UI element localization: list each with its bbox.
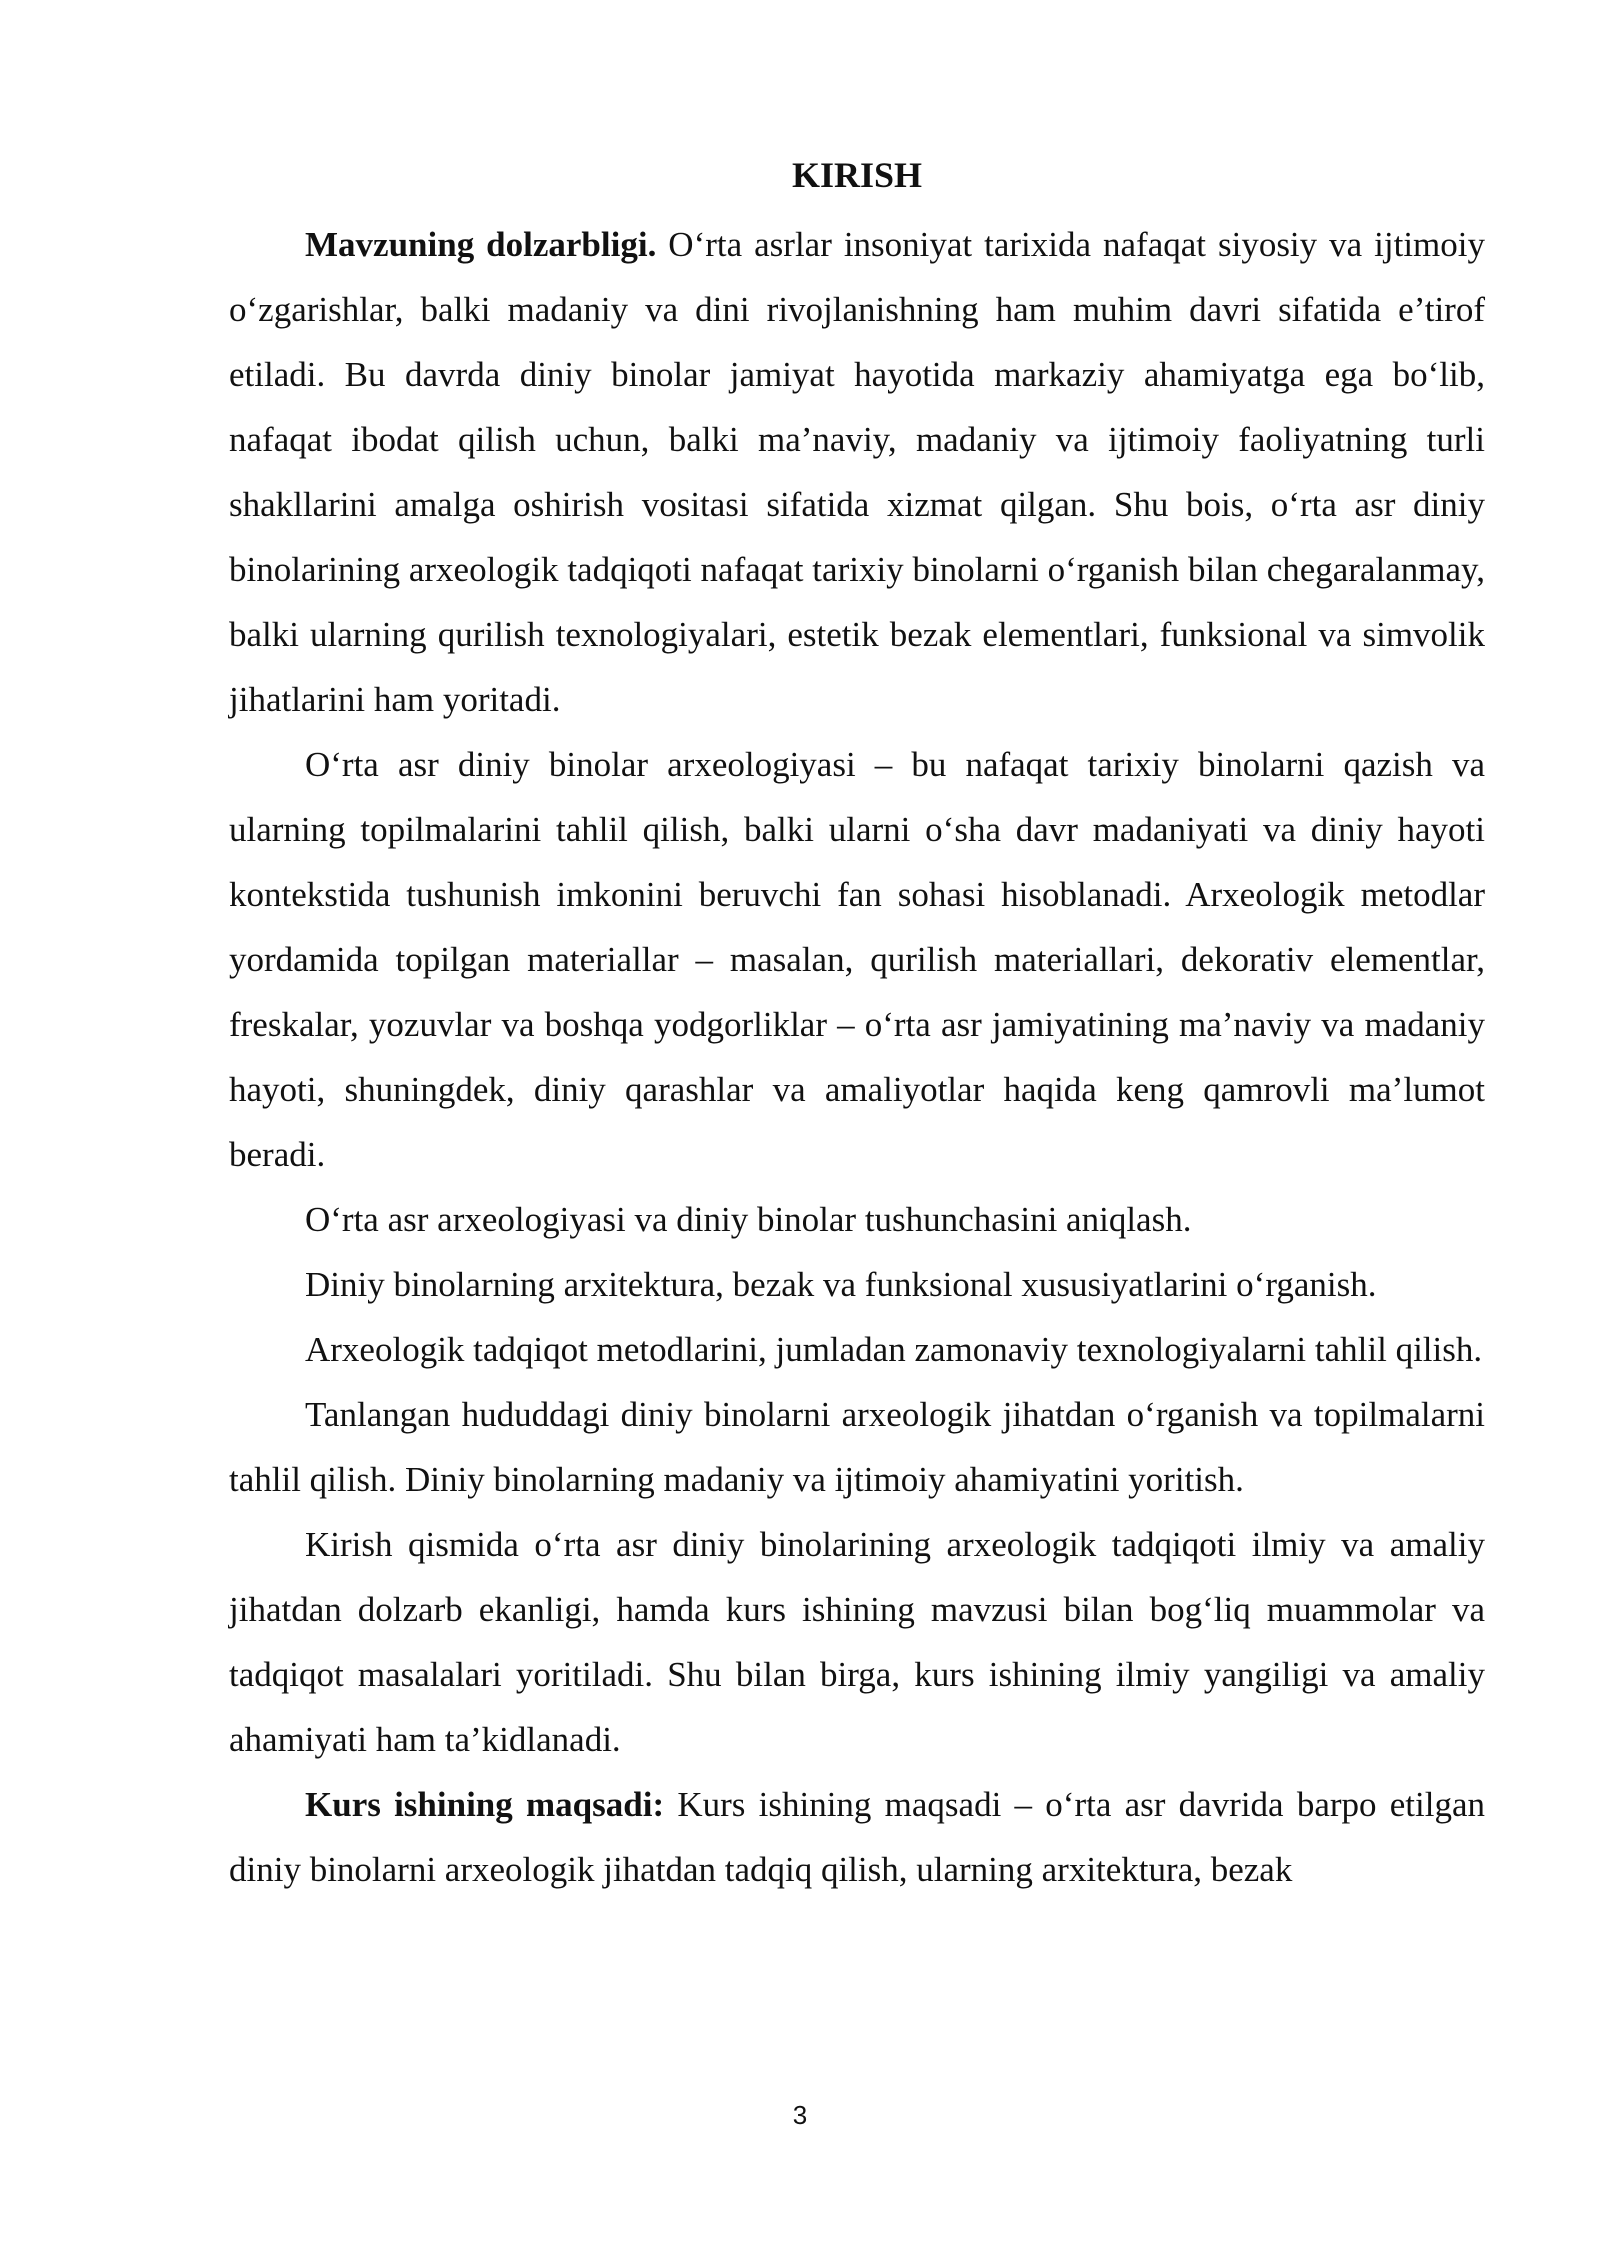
paragraph-text: O‘rta asrlar insoniyat tarixida nafaqat siyosiy va ijtimoiy o‘zgarishlar, balki madaniy va dini rivojlanishning ham muhim davri sifatida e’tirof etiladi. Bu davrda diniy binolar jamiyat hayotida markaziy ahamiyatga ega bo‘lib, nafaqat ibodat qilish uchun, balki ma’naviy, madaniy va ijtimoiy faoliyatning turli shakllarini amalga oshirish vositasi sifatida xizmat qilgan. Shu bois, o‘rta asr diniy binolarining arxeologik tadqiqoti nafaqat tarixiy binolarni o‘rganish bilan chegaralanmay, balki ularning qurilish texnologiyalari, estetik bezak elementlari, funksional va simvolik jihatlarini ham yoritadi. [229,225,1485,719]
paragraph-text: O‘rta asr diniy binolar arxeologiyasi – bu nafaqat tarixiy binolarni qazish va ularning topilmalarini tahlil qilish, balki ularni o‘sha davr madaniyati va diniy hayoti kontekstida tushunish imkonini beruvchi fan sohasi hisoblanadi. Arxeologik metodlar yordamida topilgan materiallar – masalan, qurilish materiallari, dekorativ elementlar, freskalar, yozuvlar va boshqa yodgorliklar – o‘rta asr jamiyatining ma’naviy va madaniy hayoti, shuningdek, diniy qarashlar va amaliyotlar haqida keng qamrovli ma’lumot beradi. [229,745,1485,1174]
page-number: 3 [792,2100,808,2130]
paragraph-task-2 [229,1252,1485,1317]
paragraph-text: Arxeologik tadqiqot metodlarini, jumladan zamonaviy texnologiyalarni tahlil qilish. [305,1330,1483,1369]
paragraph-intro-summary [229,1512,1485,1772]
paragraph-text: Diniy binolarning arxitektura, bezak va funksional xususiyatlarini o‘rganish. [305,1265,1377,1304]
paragraph-text: O‘rta asr arxeologiyasi va diniy binolar tushunchasini aniqlash. [305,1200,1192,1239]
paragraph-goal [229,1772,1485,1902]
paragraph-relevance [229,212,1485,732]
paragraph-text: Kurs ishining maqsadi – o‘rta asr davrida barpo etilgan diniy binolarni arxeologik jihatdan tadqiq qilish, ularning arxitektura, bezak [229,1785,1486,1889]
paragraph-lead-relevance: Mavzuning dolzarbligi. [305,225,657,264]
paragraph-lead-goal: Kurs ishining maqsadi: [305,1785,665,1824]
paragraph-archaeology [229,732,1485,1187]
paragraph-task-3 [229,1317,1485,1382]
section-title: KIRISH [791,155,923,195]
paragraph-text: Tanlangan hududdagi diniy binolarni arxeologik jihatdan o‘rganish va topilmalarni tahlil qilish. Diniy binolarning madaniy va ijtimoiy ahamiyatini yoritish. [229,1395,1485,1499]
paragraph-text: Kirish qismida o‘rta asr diniy binolarining arxeologik tadqiqoti ilmiy va amaliy jihatdan dolzarb ekanligi, hamda kurs ishining mavzusi bilan bog‘liq muammolar va tadqiqot masalalari yoritiladi. Shu bilan birga, kurs ishining ilmiy yangiligi va amaliy ahamiyati ham ta’kidlanadi. [229,1525,1485,1759]
paragraph-task-1 [229,1187,1485,1252]
paragraph-task-4 [229,1382,1485,1512]
page-content [229,148,1485,1902]
